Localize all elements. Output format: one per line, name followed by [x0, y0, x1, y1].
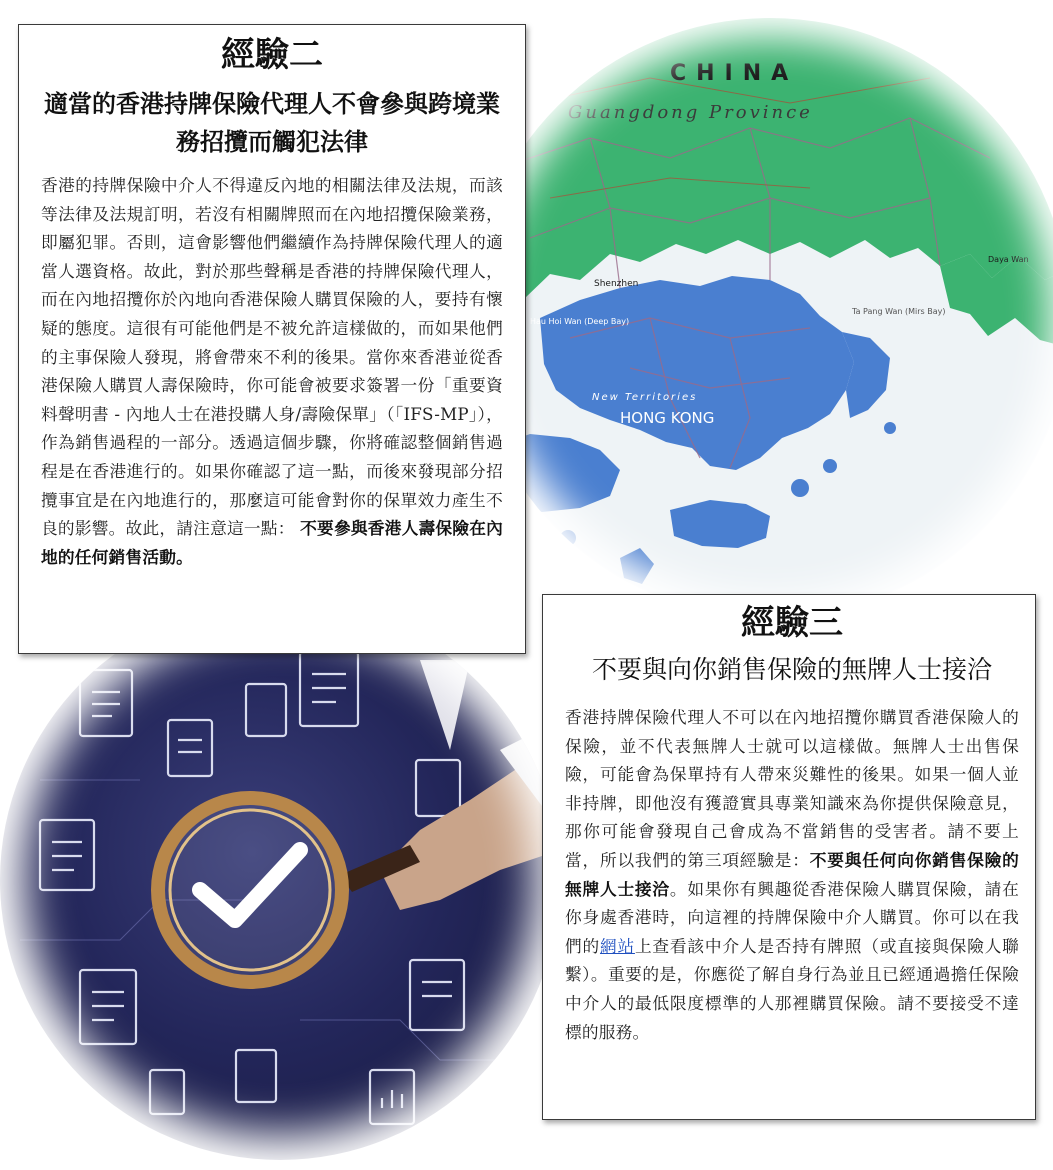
experience-two-heading: 經驗二 — [221, 35, 323, 75]
map-label-shenzhen: Shenzhen — [594, 279, 639, 289]
experience-two-body-bold: 不要參與香港人壽保險在內地的任何銷售活動。 — [41, 518, 503, 567]
experience-three-body-bold: 不要與任何向你銷售保險的無牌人士接洽 — [565, 849, 1019, 899]
map-label-ta-pang-wan: Ta Pang Wan (Mirs Bay) — [852, 307, 946, 316]
map-label-hong-kong: HONG KONG — [620, 409, 715, 427]
experience-two-body-text: 香港的持牌保險中介人不得違反內地的相關法律及法規，而該等法律及法規訂明，若沒有相關牌照而在內地招攬保險業務，即屬犯罪。否則，這會影響他們繼續作為持牌保險代理人的適當人選資格。故此，對於那些聲稱是香港的持牌保險代理人，而在內地招攬你於內地向香港保險人購買保險的人，要持有懷疑的態度。這很有可能他們是不被允許這樣做的，而如果他們的主事保險人發現，將會帶來不利的後果。當你來香港並從香港保險人購買人壽保險時，你可能會被要求簽署一份「重要資料聲明書 - 內地人士在港投購人身/壽險保單」（「IFS-MP」），作為銷售過程的一部分。透過這個步驟，你將確認整個銷售過程是在香港進行的。如果你確認了這一點，而後來發現部分招攬事宜是在內地進行的，那麼這可能會對你的保單效力產生不良的影響。故此，請注意這一點： — [41, 175, 503, 539]
experience-three-subheading: 不要與向你銷售保險的無牌人士接洽 — [591, 655, 992, 684]
map-label-new-territories: New Territories — [592, 392, 698, 403]
experience-three-heading: 經驗三 — [741, 603, 843, 643]
experience-three-body-part1: 香港持牌保險代理人不可以在內地招攬你購買香港保險人的保險，並不代表無牌人士就可以這樣做。無牌人士出售保險，可能會為保單持有人帶來災難性的後果。如果一個人並非持牌，即他沒有獲證實具專業知識來為你提供保險意見，那你可能會發現自己會成為不當銷售的受害者。請不要上當，所以我們的第三項經驗是： — [565, 707, 1019, 870]
experience-three-body-part3: 上查看該中介人是否持有牌照（或直接與保險人聯繫）。重要的是，你應從了解自身行為並且已經通過擔任保險中介人的最低限度標準的人那裡購買保險。請不要接受不達標的服務。 — [565, 935, 1019, 1042]
experience-two-subheading: 適當的香港持牌保險代理人不會參與跨境業務招攬而觸犯法律 — [44, 90, 500, 156]
map-label-deep-bay: Hau Hoi Wan (Deep Bay) — [530, 317, 630, 326]
map-label-province: Guangdong Province — [568, 102, 813, 123]
experience-three-box — [542, 594, 1036, 1120]
experience-two-body — [41, 171, 503, 571]
website-link[interactable]: 網站 — [599, 935, 635, 956]
map-label-daya-wan: Daya Wan — [988, 255, 1029, 264]
magnifier-illustration — [0, 600, 560, 1160]
experience-two-box — [18, 24, 526, 654]
hong-kong-map — [470, 18, 1053, 618]
map-label-china: CHINA — [670, 61, 799, 86]
magnifier-lens — [158, 798, 342, 982]
experience-three-body-part2: 。如果你有興趣從香港保險人購買保險，請在你身處香港時，向這裡的持牌保險中介人購買。你可以在我們的 — [565, 878, 1019, 956]
experience-three-body — [565, 703, 1019, 1046]
